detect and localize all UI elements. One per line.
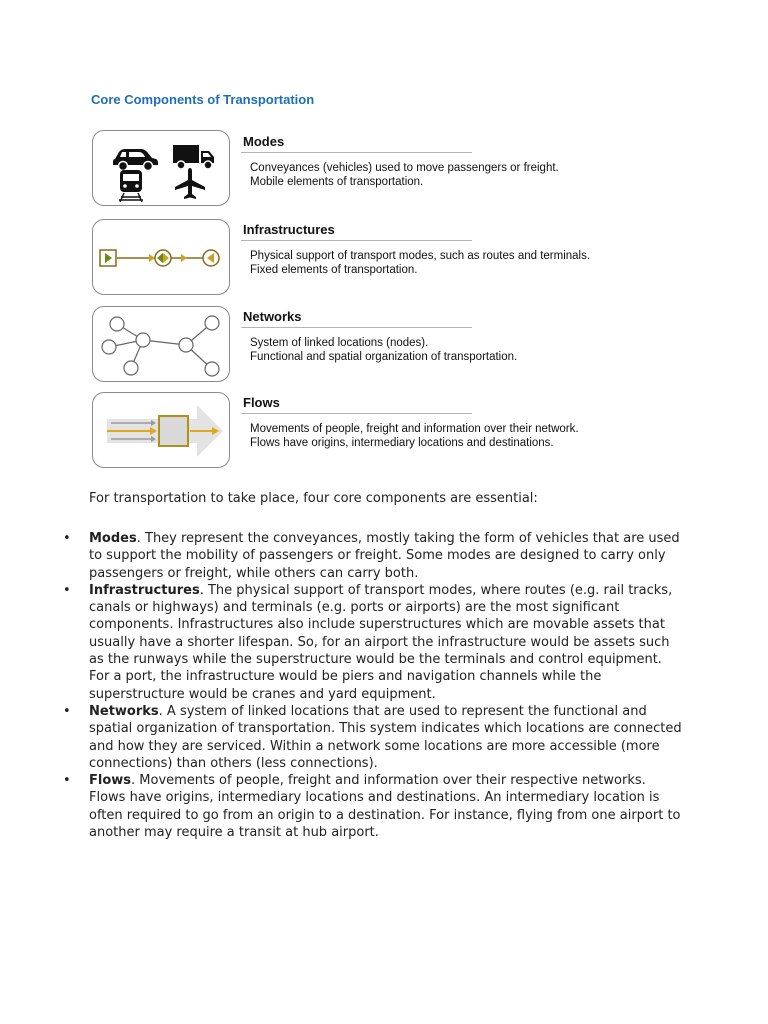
list-item-infrastructures xyxy=(63,582,683,703)
networks-rule xyxy=(241,327,472,328)
list-item-modes xyxy=(63,530,683,582)
infrastructures-line-1: Physical support of transport modes, such as routes and terminals. xyxy=(250,250,591,262)
networks-line-1: System of linked locations (nodes). xyxy=(250,337,429,349)
intro-paragraph: For transportation to take place, four core components are essential: xyxy=(89,491,538,506)
networks-heading: Networks xyxy=(243,309,302,324)
modes-line-2: Mobile elements of transportation. xyxy=(250,176,424,188)
term-modes: Modes xyxy=(89,531,137,546)
component-list xyxy=(63,530,683,841)
list-item-networks xyxy=(63,703,683,772)
infrastructures-rule xyxy=(241,240,472,241)
networks-icon-box xyxy=(92,306,230,382)
networks-line-2: Functional and spatial organization of transportation. xyxy=(250,351,518,363)
term-networks: Networks xyxy=(89,703,159,719)
train-icon xyxy=(119,170,143,202)
infrastructures-line-2: Fixed elements of transportation. xyxy=(250,264,418,276)
infrastructures-icon-box xyxy=(92,219,230,295)
network-nodes-icon xyxy=(93,307,229,381)
bullet-icon: • xyxy=(63,582,71,598)
term-flows: Flows xyxy=(89,773,132,789)
modes-line-1: Conveyances (vehicles) used to move passengers or freight. xyxy=(250,162,559,174)
bullet-icon: • xyxy=(63,773,71,789)
desc-infrastructures: . The physical support of transport modes, where routes (e.g. rail tracks, canals or highways) and terminals (e.g. ports or airports) are the most significant components. Infrastructures also include superstructures which are movable assets that usually have a shorter lifespan. So, for an airport the infrastructure would be assets such as the runways while the superstructure would be the terminals and control equipment. For a port, the infrastructure would be piers and navigation channels while the superstructure would be cranes and yard equipment. xyxy=(89,582,673,702)
desc-modes: . They represent the conveyances, mostly taking the form of vehicles that are used to support the mobility of passengers or freight. Some modes are designed to carry only passengers or freight, while others can carry both. xyxy=(89,531,680,581)
bullet-icon: • xyxy=(63,531,71,546)
term-infrastructures: Infrastructures xyxy=(89,582,200,598)
flow-arrow-icon xyxy=(93,393,229,467)
flows-heading: Flows xyxy=(243,395,280,410)
figure-title: Core Components of Transportation xyxy=(91,92,315,107)
bullet-icon: • xyxy=(63,703,71,719)
truck-icon xyxy=(173,145,214,169)
route-terminals-icon xyxy=(93,220,229,294)
flows-icon-box xyxy=(92,392,230,468)
car-icon xyxy=(113,149,158,171)
modes-heading: Modes xyxy=(243,134,285,149)
airplane-icon xyxy=(175,168,205,199)
list-item-flows xyxy=(63,772,683,841)
infrastructures-heading: Infrastructures xyxy=(243,222,335,237)
modes-rule xyxy=(241,152,472,153)
flows-rule xyxy=(241,413,472,414)
modes-icon-box xyxy=(92,130,230,206)
desc-flows: . Movements of people, freight and information over their respective networks. Flows have origins, intermediary locations and destinations. An intermediary location is often required to go from an origin to a destination. For instance, flying from one airport to another may require a transit at hub airport. xyxy=(89,773,681,841)
flows-line-1: Movements of people, freight and information over their network. xyxy=(250,423,579,435)
desc-networks: . A system of linked locations that are used to represent the functional and spatial organization of transportation. This system indicates which locations are connected and how they are serviced. Within a network some locations are more accessible (more connections) than others (less connections). xyxy=(89,703,682,771)
flows-line-2: Flows have origins, intermediary locations and destinations. xyxy=(250,437,554,449)
